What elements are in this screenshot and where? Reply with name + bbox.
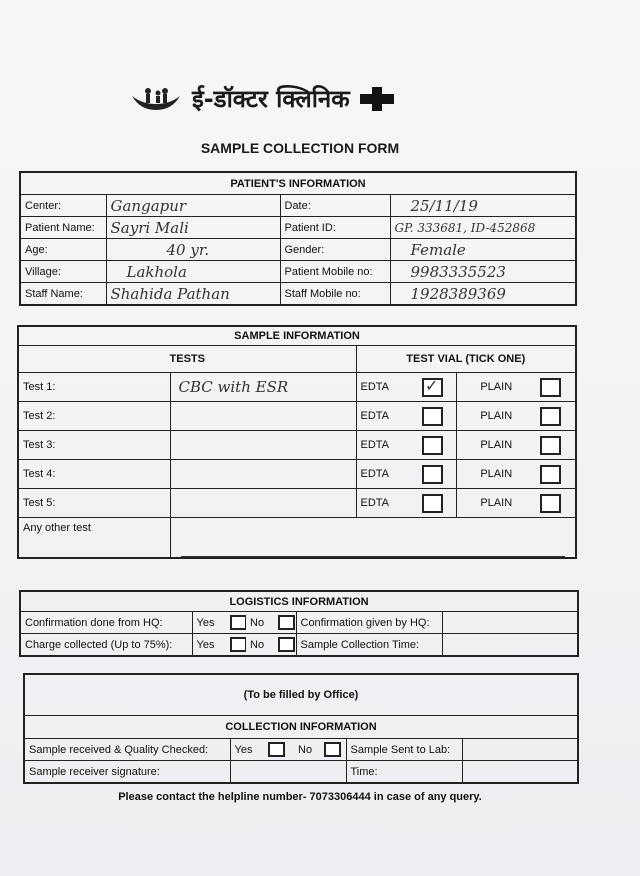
- no-checkbox[interactable]: [324, 742, 341, 757]
- confirmation-given-label: Confirmation given by HQ:: [296, 612, 442, 634]
- edta-label: EDTA: [356, 373, 418, 402]
- edta-checkbox[interactable]: [422, 465, 443, 484]
- logistics-section-title: LOGISTICS INFORMATION: [20, 591, 578, 612]
- patient-row: [20, 283, 576, 306]
- age-value[interactable]: 40 yr.: [106, 239, 280, 261]
- test-row: [18, 460, 576, 489]
- field-label: Staff Name:: [20, 283, 106, 306]
- field-label: Patient ID:: [280, 217, 390, 239]
- no-checkbox[interactable]: [278, 615, 295, 630]
- test-label: Test 3:: [18, 431, 170, 460]
- plain-checkbox[interactable]: [540, 407, 561, 426]
- field-label: Patient Mobile no:: [280, 261, 390, 283]
- plain-label: PLAIN: [456, 489, 536, 518]
- field-label: Date:: [280, 195, 390, 217]
- plain-label: PLAIN: [456, 402, 536, 431]
- plain-checkbox[interactable]: [540, 378, 561, 397]
- staff-mobile-value[interactable]: 1928389369: [390, 283, 576, 306]
- clinic-logo: [130, 82, 394, 115]
- no-label: No: [246, 634, 274, 657]
- plain-label: PLAIN: [456, 431, 536, 460]
- patient-name-value[interactable]: Sayri Mali: [106, 217, 280, 239]
- plain-checkbox[interactable]: [540, 494, 561, 513]
- collection-time-field[interactable]: [442, 634, 578, 657]
- test-value[interactable]: [170, 431, 356, 460]
- edta-checkbox[interactable]: [422, 494, 443, 513]
- field-label: Center:: [20, 195, 106, 217]
- yes-checkbox[interactable]: [230, 615, 246, 630]
- receiver-signature-field[interactable]: [230, 761, 346, 784]
- plain-checkbox[interactable]: [540, 436, 561, 455]
- edta-label: EDTA: [356, 431, 418, 460]
- plain-label: PLAIN: [456, 373, 536, 402]
- patient-section-title: PATIENT'S INFORMATION: [20, 172, 576, 195]
- yes-label: Yes: [230, 739, 264, 761]
- collection-time-label: Sample Collection Time:: [296, 634, 442, 657]
- village-value[interactable]: Lakhola: [106, 261, 280, 283]
- tests-header: TESTS: [18, 346, 356, 373]
- time-label: Time:: [346, 761, 462, 784]
- edta-label: EDTA: [356, 460, 418, 489]
- sample-received-label: Sample received & Quality Checked:: [24, 739, 230, 761]
- field-label: Patient Name:: [20, 217, 106, 239]
- yes-checkbox[interactable]: [230, 637, 246, 652]
- test-label: Test 2:: [18, 402, 170, 431]
- vial-header: TEST VIAL (TICK ONE): [356, 346, 576, 373]
- test-label: Test 4:: [18, 460, 170, 489]
- logistics-table: [19, 590, 579, 657]
- patient-id-value[interactable]: GP. 333681, ID-452868: [390, 217, 576, 239]
- other-test-field[interactable]: [170, 518, 576, 558]
- field-label: Gender:: [280, 239, 390, 261]
- field-label: Village:: [20, 261, 106, 283]
- time-field[interactable]: [462, 761, 578, 784]
- test-label: Test 1:: [18, 373, 170, 402]
- confirmation-hq-label: Confirmation done from HQ:: [20, 612, 192, 634]
- test-label: Test 5:: [18, 489, 170, 518]
- date-value[interactable]: 25/11/19: [390, 195, 576, 217]
- field-label: Staff Mobile no:: [280, 283, 390, 306]
- test-row: [18, 431, 576, 460]
- other-test-label: Any other test: [18, 518, 170, 558]
- no-checkbox[interactable]: [278, 637, 295, 652]
- edta-checkbox[interactable]: [422, 407, 443, 426]
- staff-name-value[interactable]: Shahida Pathan: [106, 283, 280, 306]
- plain-label: PLAIN: [456, 460, 536, 489]
- test-row: [18, 373, 576, 402]
- patient-info-table: [19, 171, 577, 306]
- collection-table: [23, 673, 579, 784]
- patient-row: [20, 195, 576, 217]
- sample-sent-field[interactable]: [462, 739, 578, 761]
- test-value[interactable]: [170, 402, 356, 431]
- sample-section-title: SAMPLE INFORMATION: [18, 326, 576, 346]
- test-value[interactable]: [170, 489, 356, 518]
- edta-checkbox[interactable]: [422, 436, 443, 455]
- edta-label: EDTA: [356, 402, 418, 431]
- charge-collected-label: Charge collected (Up to 75%):: [20, 634, 192, 657]
- collection-section-title: COLLECTION INFORMATION: [24, 716, 578, 739]
- office-note: (To be filled by Office): [24, 674, 578, 716]
- patient-mobile-value[interactable]: 9983335523: [390, 261, 576, 283]
- helpline-footer: Please contact the helpline number- 7073306444 in case of any query.: [118, 791, 482, 803]
- yes-label: Yes: [192, 612, 226, 634]
- yes-checkbox[interactable]: [268, 742, 285, 757]
- no-label: No: [294, 739, 320, 761]
- test-row: [18, 402, 576, 431]
- yes-label: Yes: [192, 634, 226, 657]
- field-label: Age:: [20, 239, 106, 261]
- form-title: SAMPLE COLLECTION FORM: [200, 140, 400, 156]
- patient-row: [20, 239, 576, 261]
- medical-cross-icon: [360, 87, 394, 111]
- test-value[interactable]: [170, 460, 356, 489]
- patient-row: [20, 261, 576, 283]
- test-value[interactable]: CBC with ESR: [170, 373, 356, 402]
- center-value[interactable]: Gangapur: [106, 195, 280, 217]
- family-hands-icon: [130, 86, 182, 112]
- plain-checkbox[interactable]: [540, 465, 561, 484]
- patient-row: [20, 217, 576, 239]
- gender-value[interactable]: Female: [390, 239, 576, 261]
- edta-label: EDTA: [356, 489, 418, 518]
- receiver-signature-label: Sample receiver signature:: [24, 761, 230, 784]
- test-row: [18, 489, 576, 518]
- sample-sent-label: Sample Sent to Lab:: [346, 739, 462, 761]
- confirmation-given-field[interactable]: [442, 612, 578, 634]
- edta-checkbox[interactable]: [422, 378, 443, 397]
- no-label: No: [246, 612, 274, 634]
- sample-info-table: [17, 325, 577, 559]
- clinic-name: ई-डॉक्टर क्लिनिक: [192, 85, 350, 113]
